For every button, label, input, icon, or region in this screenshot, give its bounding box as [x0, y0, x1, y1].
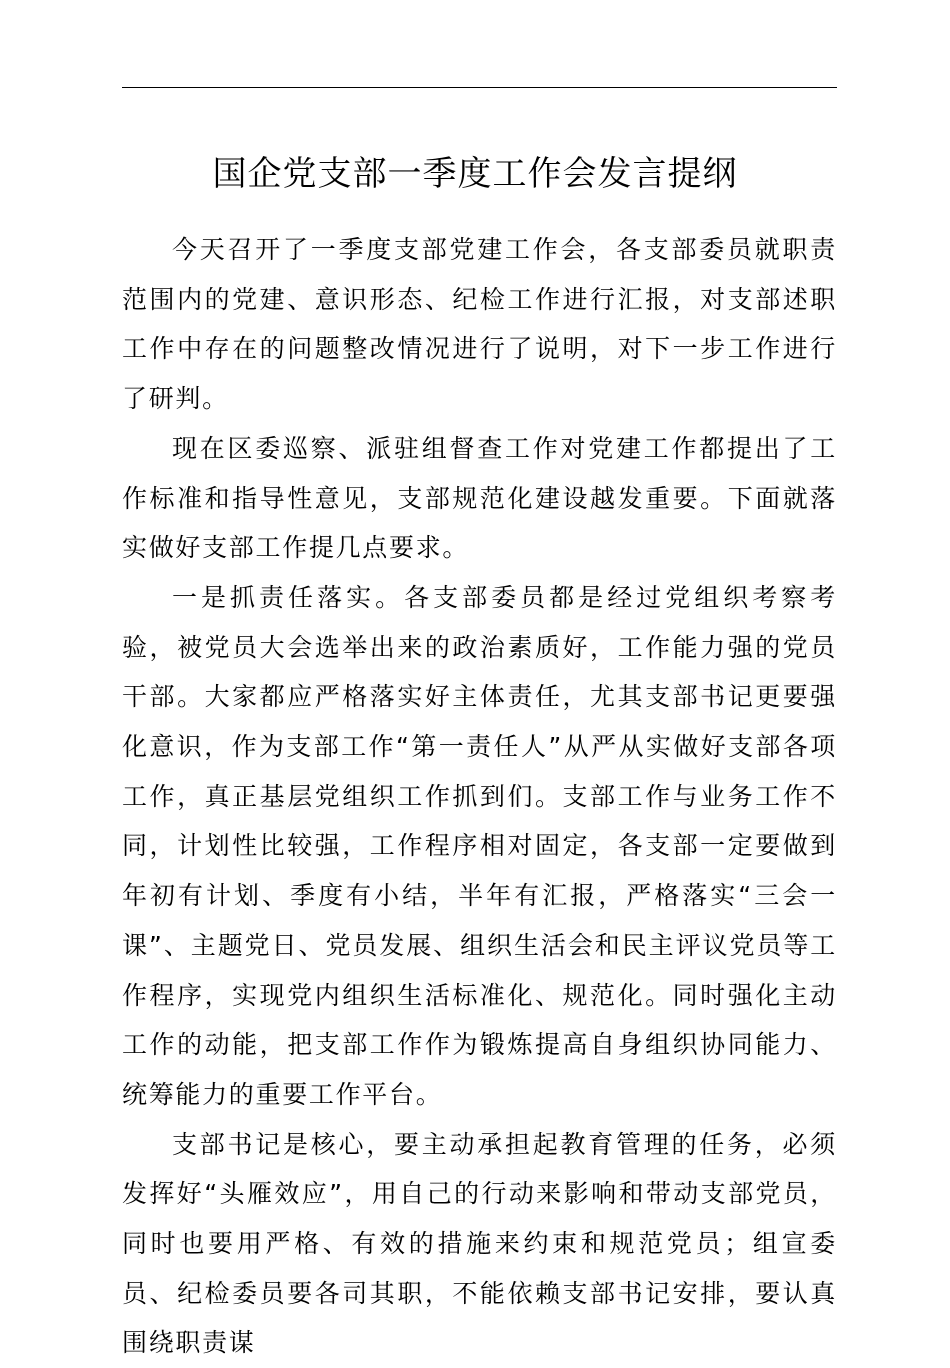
paragraph-1: 今天召开了一季度支部党建工作会，各支部委员就职责范围内的党建、意识形态、纪检工作进行汇报，对支部述职工作中存在的问题整改情况进行了说明，对下一步工作进行了研判。: [122, 235, 837, 414]
header-rule: [122, 87, 837, 88]
paragraph-3: 一是抓责任落实。各支部委员都是经过党组织考察考验，被党员大会选举出来的政治素质好，工作能力强的党员干部。大家都应严格落实好主体责任，尤其支部书记更要强化意识，作为支部工作“第一责任人”从严从实做好支部各项工作，真正基层党组织工作抓到们。支部工作与业务工作不同，计划性比较强，工作程序相对固定，各支部一定要做到年初有计划、季度有小结，半年有汇报，严格落实“三会一课”、主题党日、党员发展、组织生活会和民主评议党员等工作程序，实现党内组织生活标准化、规范化。同时强化主动工作的动能，把支部工作作为锻炼提高自身组织协同能力、统筹能力的重要工作平台。: [122, 582, 837, 1109]
paragraph-2: 现在区委巡察、派驻组督查工作对党建工作都提出了工作标准和指导性意见，支部规范化建设越发重要。下面就落实做好支部工作提几点要求。: [122, 433, 837, 563]
document-body: [122, 225, 837, 1368]
document-title: 国企党支部一季度工作会发言提纲: [212, 154, 738, 194]
paragraph-4: 支部书记是核心，要主动承担起教育管理的任务，必须发挥好“头雁效应”，用自己的行动来影响和带动支部党员，同时也要用严格、有效的措施来约束和规范党员；组宣委员、纪检委员要各司其职，不能依赖支部书记安排，要认真围绕职责谋: [122, 1129, 837, 1358]
